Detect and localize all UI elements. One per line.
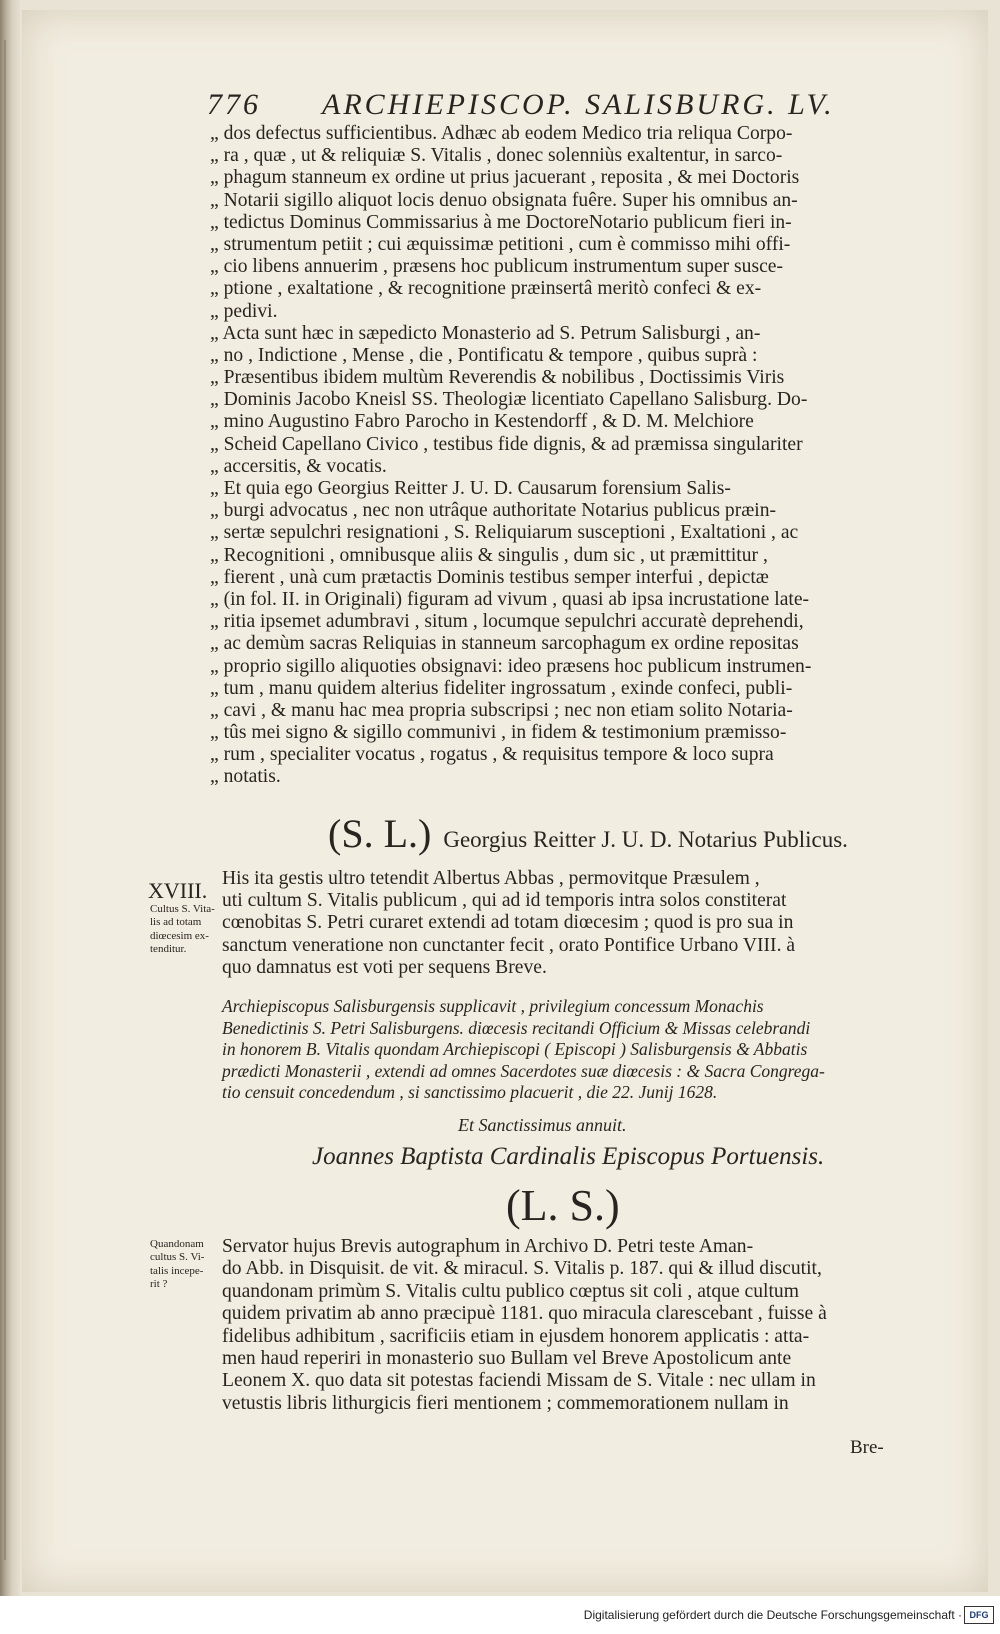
text-line: „ Notarii sigillo aliquot locis denuo obsignata fuêre. Super his omnibus an- [210, 189, 798, 211]
text-line: „ no , Indictione , Mense , die , Pontificatu & tempore , quibus suprà : [210, 344, 758, 366]
text-line: „ pedivi. [210, 300, 278, 322]
text-line: sanctum veneratione non cunctanter fecit , orato Pontifice Urbano VIII. à [222, 934, 796, 956]
margin-note-cultus [150, 903, 216, 957]
running-header [207, 88, 897, 126]
text-line: „ tedictus Dominus Commissarius à me DoctoreNotario publicum fieri in- [210, 211, 792, 233]
text-line: uti cultum S. Vitalis publicum , qui ad id temporis intra solos constiterat [222, 890, 787, 912]
seal-mark: (S. L.) [328, 811, 432, 856]
text-line: Servator hujus Brevis autographum in Archivo D. Petri teste Aman- [222, 1236, 754, 1257]
text-line: „ dos defectus sufficientibus. Adhæc ab eodem Medico tria reliqua Corpo- [210, 123, 793, 144]
notarial-text [210, 123, 900, 789]
text-line: „ strumentum petiit ; cui æquissimæ petitioni , cum è commisso mihi offi- [210, 233, 791, 255]
text-line: „ Recognitioni , omnibusque aliis & singulis , dum sic , ut præmittitur , [210, 544, 768, 566]
text-line: „ tûs mei signo & sigillo communivi , in fidem & testimonium præmisso- [210, 722, 787, 744]
text-line: „ cavi , & manu hac mea propria subscripsi ; nec non etiam solito Notaria- [210, 699, 793, 721]
margin-note-line: lis ad totam [150, 916, 202, 929]
text-line: „ fierent , unà cum prætactis Dominis testibus semper interfui , depictæ [210, 566, 769, 588]
text-line: „ accersitis, & vocatis. [210, 455, 387, 477]
running-title: ARCHIEPISCOP. SALISBURG. LV. [322, 88, 835, 121]
text-line: „ cio libens annuerim , præsens hoc publicum instrumentum super susce- [210, 256, 784, 278]
text-line: Leonem X. quo data sit potestas faciendi Missam de S. Vitale : nec ullam in [222, 1370, 816, 1392]
text-line: cœnobitas S. Petri curaret extendi ad totam diœcesim ; quod is pro sua in [222, 912, 794, 934]
text-line: „ rum , specialiter vocatus , rogatus , & requisitus tempore & loco supra [210, 744, 774, 766]
text-line: do Abb. in Disquisit. de vit. & miracul. S. Vitalis p. 187. qui & illud discutit, [222, 1258, 822, 1280]
text-line: „ ptione , exaltatione , & recognitione præinsertâ meritò confeci & ex- [210, 278, 762, 300]
text-line: „ ra , quæ , ut & reliquiæ S. Vitalis , donec solenniùs exaltentur, in sarco- [210, 145, 783, 167]
text-line: „ notatis. [210, 766, 281, 788]
text-line: vetustis libris lithurgicis fieri mentionem ; commemorationem nullam in [222, 1392, 789, 1414]
breve-line: in honorem B. Vitalis quondam Archiepiscopi ( Episcopi ) Salisburgensis & Abbatis [222, 1039, 808, 1059]
text-line: „ proprio sigillo aliquoties obsignavi: ideo præsens hoc publicum instrumen- [210, 655, 812, 677]
margin-note-line: Quandonam [150, 1238, 204, 1250]
breve-line: Archiepiscopus Salisburgensis supplicavit , privilegium concessum Monachis [222, 996, 764, 1016]
text-line: quo damnatus est voti per sequens Breve. [222, 956, 547, 978]
text-line: „ mino Augustino Fabro Parocho in Kestendorff , & D. M. Melchiore [210, 411, 754, 433]
text-line: „ Scheid Capellano Civico , testibus fide dignis, & ad præmissa singulariter [210, 433, 803, 455]
margin-note-line: Cultus S. Vita- [150, 903, 215, 915]
dfg-logo: DFG [964, 1606, 994, 1624]
section-number: XVIII. [148, 878, 208, 903]
page-number: 776 [207, 88, 261, 121]
text-line: „ Dominis Jacobo Kneisl SS. Theologiæ licentiato Capellano Salisburg. Do- [210, 389, 808, 411]
breve-line: tio censuit concedendum , si sanctissimo placuerit , die 22. Junij 1628. [222, 1082, 718, 1102]
text-line: „ burgi advocatus , nec non utrâque authoritate Notarius publicus præin- [210, 500, 777, 522]
breve-text [222, 996, 912, 1104]
section-19-text [222, 1236, 912, 1415]
margin-note-line: rit ? [150, 1278, 168, 1291]
margin-note-line: cultus S. Vi- [150, 1251, 205, 1264]
cardinal-signature: Joannes Baptista Cardinalis Episcopus Portuensis. [312, 1143, 825, 1170]
annuit-line: Et Sanctissimus annuit. [458, 1115, 627, 1135]
text-line: „ sertæ sepulchri resignationi , S. Reliquiarum susceptioni , Exaltationi , ac [210, 522, 799, 544]
text-line: quidem privatim ab anno præcipuè 1181. quo miracula clarescebant , fuisse à [222, 1303, 827, 1325]
text-line: „ Et quia ego Georgius Reitter J. U. D. Causarum forensium Salis- [210, 478, 731, 499]
text-line: „ (in fol. II. in Originali) figuram ad vivum , quasi ab ipsa incrustatione late- [210, 588, 810, 610]
locus-sigilli: (L. S.) [506, 1181, 620, 1230]
catchword: Bre- [850, 1437, 884, 1458]
text-line: „ tum , manu quidem alterius fideliter ingrossatum , exinde confeci, publi- [210, 677, 793, 699]
text-line: men haud reperiri in monasterio suo Bullam vel Breve Apostolicum ante [222, 1347, 792, 1369]
text-line: „ ac demùm sacras Reliquias in stanneum sarcophagum ex ordine repositas [210, 633, 799, 655]
digitization-credit: Digitalisierung gefördert durch die Deutsche Forschungsgemeinschaft · [583, 1608, 962, 1622]
margin-note-line: talis incepe- [150, 1264, 204, 1277]
breve-line: Benedictinis S. Petri Salisburgens. diœcesis recitandi Officium & Missas celebrandi [222, 1017, 811, 1038]
text-line: „ Præsentibus ibidem multùm Reverendis & nobilibus , Doctissimis Viris [210, 367, 785, 389]
notary-name: Georgius Reitter J. U. D. Notarius Publicus. [443, 827, 848, 852]
margin-note-line: tenditur. [150, 943, 187, 956]
binding-edge [4, 40, 6, 1560]
margin-note-quandonam [150, 1238, 216, 1292]
text-line: His ita gestis ultro tetendit Albertus Abbas , permovitque Præsulem , [222, 868, 760, 889]
text-line: „ phagum stanneum ex ordine ut prius jacuerant , reposita , & mei Doctoris [210, 167, 800, 189]
breve-line: prædicti Monasterii , extendi ad omnes Sacerdotes suæ diœcesis : & Sacra Congrega- [222, 1060, 825, 1081]
notary-signature [328, 810, 908, 857]
footer-bar [0, 1596, 1000, 1634]
text-line: „ Acta sunt hæc in sæpedicto Monasterio ad S. Petrum Salisburgi , an- [210, 322, 761, 344]
text-line: quandonam primùm S. Vitalis cultu publico cœptus sit coli , atque cultum [222, 1280, 799, 1302]
book-binding [0, 0, 20, 1596]
text-line: fidelibus adhibitum , sacrificiis etiam in ejusdem honorem applicatis : atta- [222, 1325, 810, 1347]
text-line: „ ritia ipsemet adumbravi , situm , locumque sepulchri accuratè deprehendi, [210, 611, 804, 633]
margin-note-line: diœcesim ex- [150, 929, 209, 942]
section-18-text [222, 868, 912, 979]
